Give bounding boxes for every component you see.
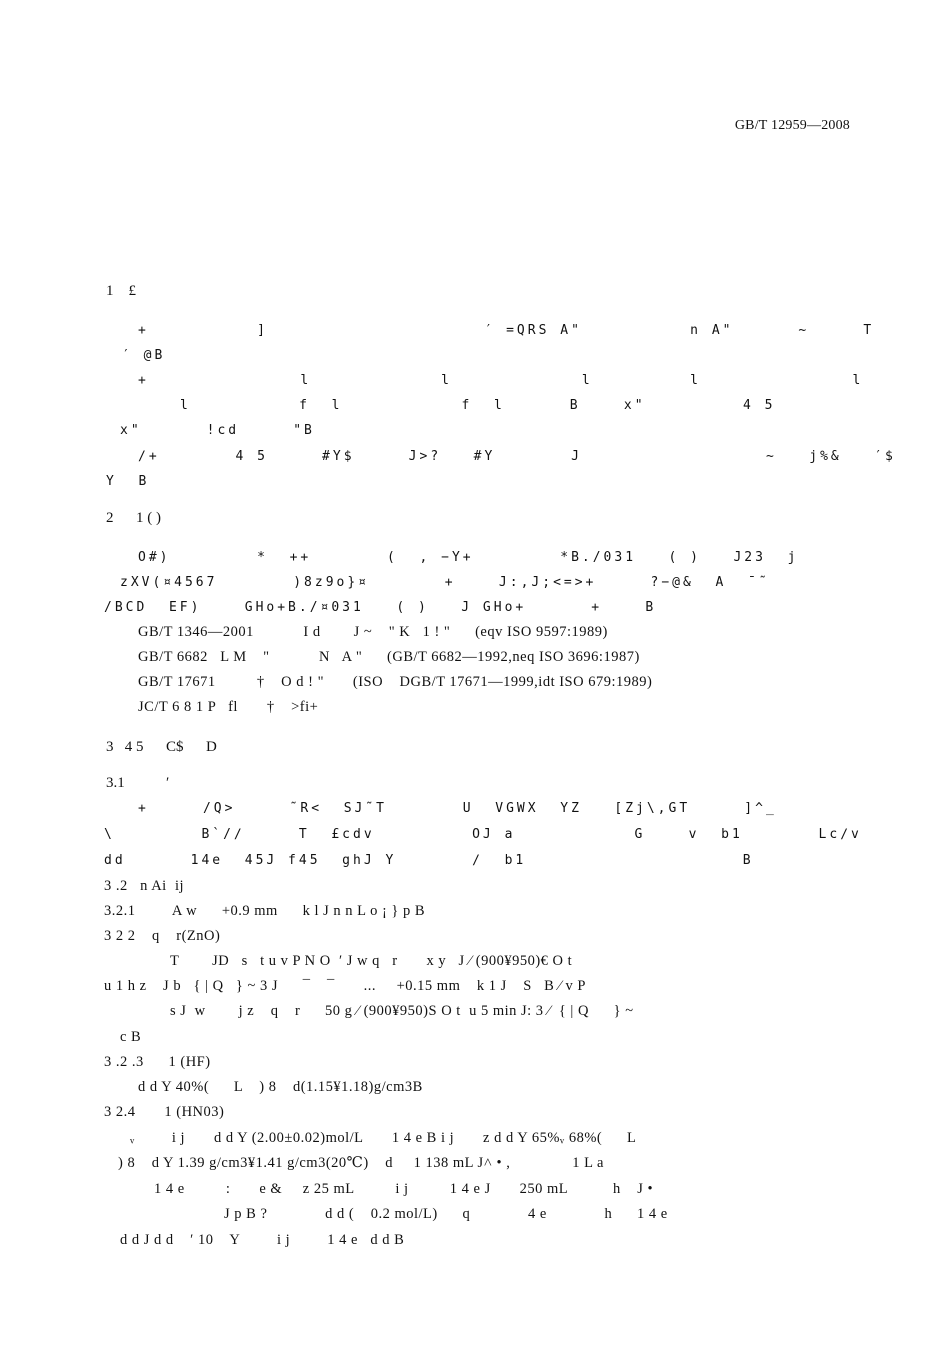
text-line: d d Y 40%( L ) 8 d(1.15¥1.18)g/cm3B [138,1079,423,1095]
text-line: 3 2.4 1 (HN03) [104,1104,225,1120]
text-line: \ B`/∕ T £cdv OJ a G v b1 Lc∕v [104,827,862,842]
text-line: GB/T 1346—2001 I d J ~ " K 1 ! " (eqv ISO 9597:1989) [138,624,608,640]
text-line: ) 8 d Y 1.39 g/cm3¥1.41 g/cm3(20℃) d 1 138 mL J˄ • , 1 L a [118,1155,604,1171]
text-line: J p B ? d d ( 0.2 mol/L) q 4 e h 1 4 e [224,1206,668,1222]
text-line: 2 1 ( ) [106,510,161,526]
text-line: + /Q> ˜R< SJ˜T U VGWX YZ [Zj\,GT ]^_ [138,801,777,816]
text-line: 3 .2 .3 1 (HF) [104,1054,211,1070]
text-line: 3 .2 n Ai ij [104,878,185,894]
text-line: 3 2 2 q r(ZnO) [104,928,221,944]
text-line: c B [120,1029,142,1045]
text-line: Y B [106,474,150,489]
text-line: 1 £ [106,283,136,299]
text-line: + l l l l l [138,373,864,388]
text-line: GB/T 6682 L M " N A " (GB/T 6682—1992,neq ISO 3696:1987) [138,649,640,665]
text-line: dd 14e 45J f45 ghJ Y ∕ b1 B [104,853,754,868]
text-line: u 1 h z J b { | Q } ~ 3 J ¯ ¯ ... +0.15 mm k 1 J S B ∕ v P [104,978,586,994]
standard-code-header: GB/T 12959—2008 [734,118,850,133]
text-line: /BCD EF) GHo+B./¤031 ( ) J GHo+ + B [104,600,657,615]
text-line: l f l f l B x" 4 5 [180,398,776,413]
text-line: ∕+ 4 5 #Y$ J>? #Y J ~ j%& ′$ [138,449,896,464]
text-line: 3.1 ′ [106,775,170,791]
text-line: ᵥ i j d d Y (2.00±0.02)mol/L 1 4 e B i j z d d Y 65%ᵥ 68%( L [130,1130,637,1146]
text-line: 1 4 e : e & z 25 mL i j 1 4 e J 250 mL h J • [154,1181,654,1197]
text-line: T JD s t u v P N O ′ J w q r x y J ∕ (900¥950)€ O t [170,953,573,969]
text-line: + ] ′ =QRS A" n A" ~ T [138,323,875,338]
text-line: zXV(¤4567 )8z9o}¤ + J:,J;<=>+ ?−@& A ¯˜ [120,575,770,590]
text-line: x" !cd "B [120,423,315,438]
text-line: d d J d d ′ 10 Y i j 1 4 e d d B [120,1232,405,1248]
text-line: ′ @B [122,348,166,363]
text-line: 3.2.1 A w +0.9 mm k l J n n L o ¡ } p B [104,903,426,919]
text-line: O#) * ++ ( , −Y+ *B./031 ( ) J23 j [138,550,799,565]
text-line: JC/T 6 8 1 P fl † >fi+ [138,699,319,715]
text-line: s J w j z q r 50 g ∕ (900¥950)S O t u 5 min J: 3 ∕ { | Q } ~ [170,1003,634,1019]
text-line: GB/T 17671 † O d ! " (ISO DGB/T 17671—1999,idt ISO 679:1989) [138,674,653,690]
text-line: 3 4 5 C$ D [106,739,217,755]
